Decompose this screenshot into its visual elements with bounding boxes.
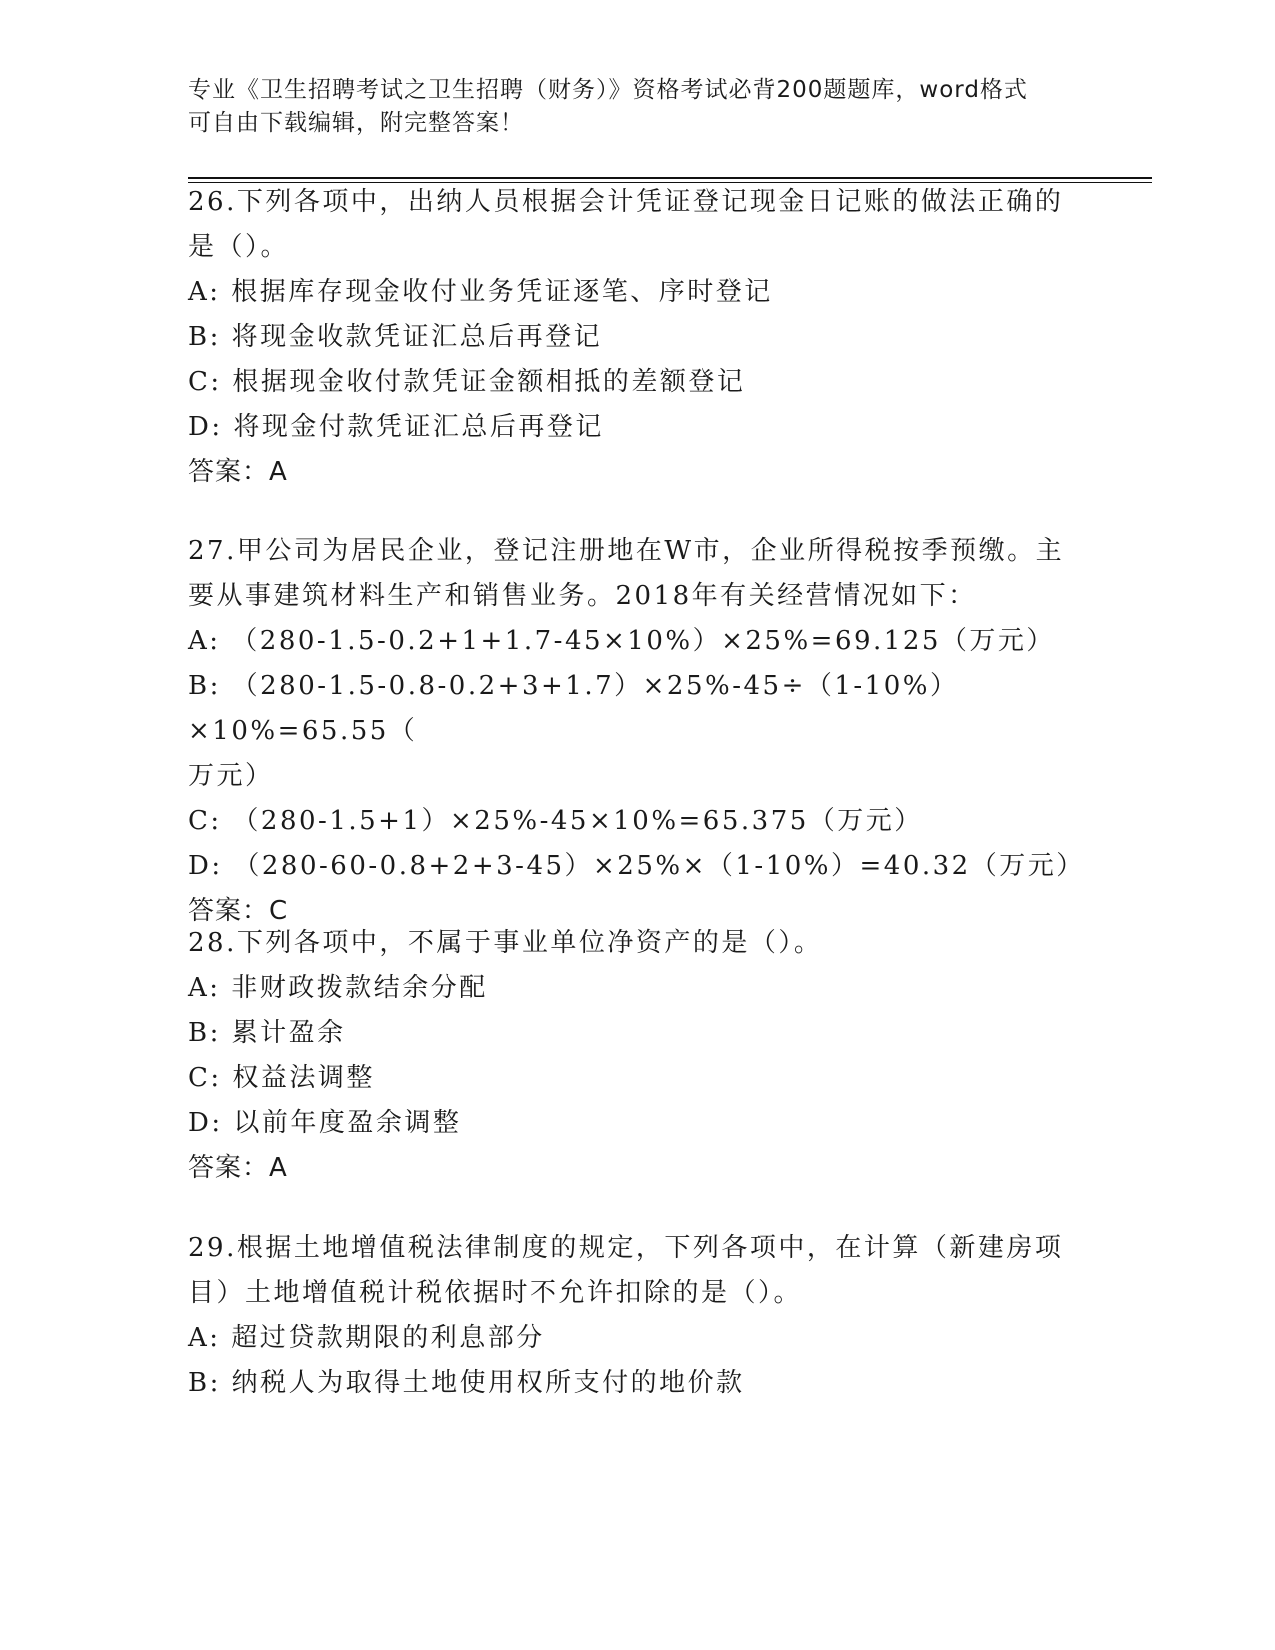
question-stem: 是（）。 [188, 232, 290, 262]
header-rule-thick [188, 177, 1152, 179]
header-line-1: 专业《卫生招聘考试之卫生招聘（财务）》资格考试必背200题题库，word格式 [188, 77, 1028, 103]
option-a: A: 超过贷款期限的利息部分 [188, 1323, 545, 1353]
option-a: A: （280-1.5-0.2+1+1.7-45×10%）×25%=69.125（万元） [188, 626, 1055, 656]
option-b: B: 累计盈余 [188, 1018, 346, 1048]
question-27 [188, 529, 1088, 934]
option-c: C: 根据现金收付款凭证金额相抵的差额登记 [188, 367, 746, 397]
answer: 答案：C [188, 896, 289, 926]
question-stem: 目）土地增值税计税依据时不允许扣除的是（）。 [188, 1278, 803, 1308]
header-line-2: 可自由下载编辑，附完整答案！ [188, 110, 524, 136]
question-26 [188, 180, 1088, 495]
question-stem: 28.下列各项中，不属于事业单位净资产的是（）。 [188, 928, 823, 958]
option-b: B: 纳税人为取得土地使用权所支付的地价款 [188, 1368, 745, 1398]
document-header [188, 74, 1068, 140]
question-stem: 29.根据土地增值税法律制度的规定，下列各项中，在计算（新建房项 [188, 1233, 1064, 1263]
option-a: A: 非财政拨款结余分配 [188, 973, 488, 1003]
question-stem: 27.甲公司为居民企业，登记注册地在W市，企业所得税按季预缴。主 [188, 536, 1065, 566]
option-c: C: （280-1.5+1）×25%-45×10%=65.375（万元） [188, 806, 923, 836]
question-stem: 26.下列各项中，出纳人员根据会计凭证登记现金日记账的做法正确的 [188, 187, 1064, 217]
question-28 [188, 921, 1088, 1191]
option-b: B: 将现金收款凭证汇总后再登记 [188, 322, 603, 352]
answer: 答案：A [188, 457, 288, 487]
option-d: D: 将现金付款凭证汇总后再登记 [188, 412, 604, 442]
option-b-continued: 万元） [188, 761, 274, 791]
question-29 [188, 1226, 1088, 1406]
option-a: A: 根据库存现金收付业务凭证逐笔、序时登记 [188, 277, 773, 307]
option-d: D: （280-60-0.8+2+3-45）×25%×（1-10%）=40.32（万元） [188, 851, 1085, 881]
option-c: C: 权益法调整 [188, 1063, 375, 1093]
option-b: B: （280-1.5-0.8-0.2+3+1.7）×25%-45÷（1-10%）×10%=65.55（ [188, 671, 959, 746]
answer: 答案：A [188, 1153, 288, 1183]
option-d: D: 以前年度盈余调整 [188, 1108, 462, 1138]
question-stem: 要从事建筑材料生产和销售业务。2018年有关经营情况如下： [188, 581, 977, 611]
